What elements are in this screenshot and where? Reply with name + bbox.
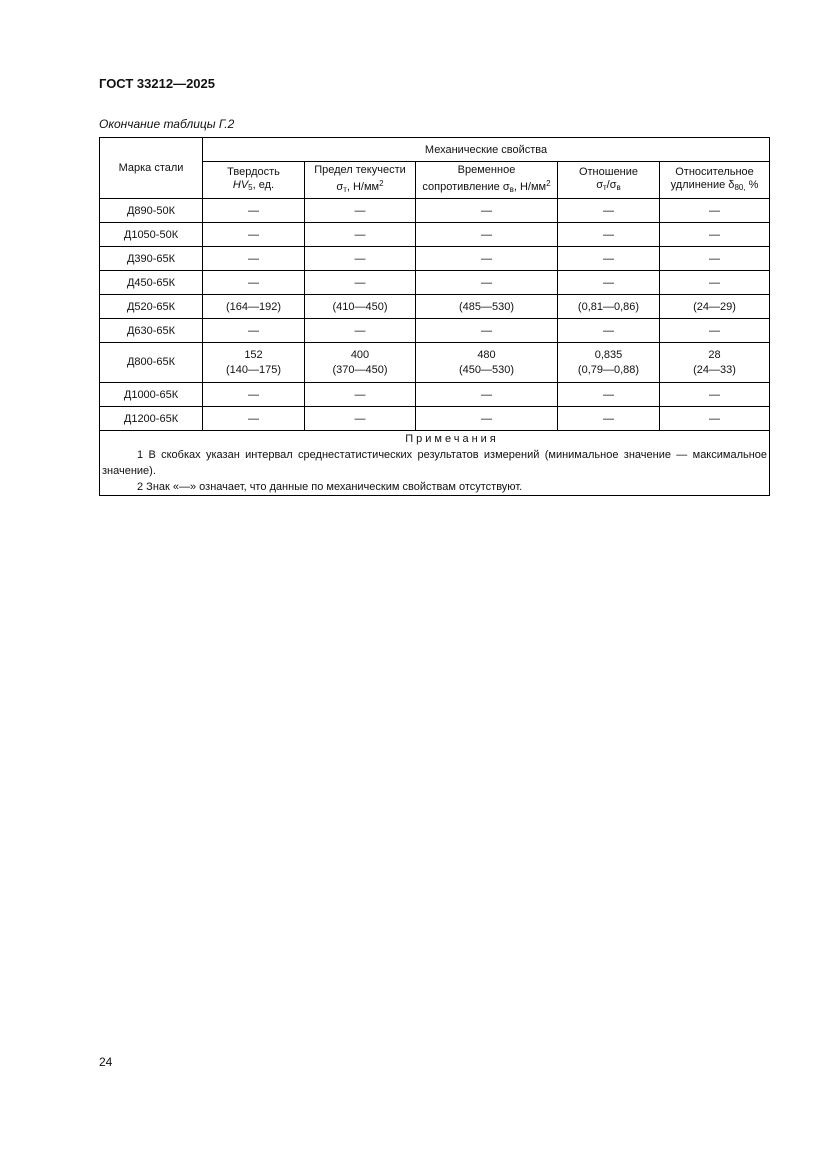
cell-value: — [203,319,305,343]
cell-grade: Д1050-50К [100,223,203,247]
cell-value: (485—530) [416,295,558,319]
cell-value: — [660,319,770,343]
cell-value: — [305,199,416,223]
cell-value: 480 (450—530) [416,343,558,383]
header-hardness: Твердость $HV_5$, ед. [203,162,305,199]
cell-value: 28 (24—33) [660,343,770,383]
cell-value: — [305,223,416,247]
table-caption: Окончание таблицы Г.2 [99,117,235,131]
cell-value: — [660,383,770,407]
header-elongation: Относительное удлинение $\delta_{80,}$ % [660,162,770,199]
cell-value: — [558,223,660,247]
table-notes-row [100,431,770,496]
notes-cell [100,431,770,496]
cell-value: — [558,271,660,295]
cell-grade: Д630-65К [100,319,203,343]
cell-value: — [203,199,305,223]
cell-value: — [558,199,660,223]
cell-grade: Д1000-65К [100,383,203,407]
table-row [100,271,770,295]
cell-value: — [203,247,305,271]
cell-value: — [203,223,305,247]
note-1: 1 В скобках указан интервал среднестатистических результатов измерений (минимальное значение — максимальное значение). [102,449,768,477]
cell-value: (164—192) [203,295,305,319]
cell-value: — [305,319,416,343]
cell-value: — [660,271,770,295]
table-row [100,223,770,247]
cell-grade: Д520-65К [100,295,203,319]
cell-value: — [416,223,558,247]
cell-value: — [416,247,558,271]
cell-grade: Д1200-65К [100,407,203,431]
cell-value: — [416,271,558,295]
cell-value: — [416,383,558,407]
note-2: 2 Знак «—» означает, что данные по механическим свойствам отсутствуют. [137,481,523,493]
cell-value: 400 (370—450) [305,343,416,383]
cell-grade: Д890-50К [100,199,203,223]
cell-grade: Д390-65К [100,247,203,271]
header-steel-grade: Марка стали [100,138,203,199]
header-ratio: Отношение $\sigma_т/\sigma_в$ [558,162,660,199]
table-row [100,199,770,223]
cell-value: — [660,199,770,223]
header-yield-strength: Предел текучести $\sigma_т$, $Н/мм^2$ [305,162,416,199]
cell-value: — [305,407,416,431]
table-row [100,343,770,383]
cell-value: (410—450) [305,295,416,319]
cell-value: — [305,383,416,407]
cell-value: — [660,247,770,271]
cell-value: — [203,271,305,295]
cell-value: — [660,223,770,247]
cell-value: — [305,271,416,295]
cell-value: (24—29) [660,295,770,319]
cell-value: — [416,319,558,343]
cell-value: — [558,319,660,343]
cell-value: — [416,199,558,223]
table-row [100,383,770,407]
cell-value: — [558,247,660,271]
table-row [100,295,770,319]
header-tensile-strength: Временное сопротивление $\sigma_в$, $Н/мм^2$ [416,162,558,199]
header-mechanical-properties: Механические свойства [203,138,770,162]
cell-grade: Д800-65К [100,343,203,383]
mechanical-properties-table [99,137,770,496]
cell-value: — [305,247,416,271]
cell-value: 152 (140—175) [203,343,305,383]
cell-value: — [660,407,770,431]
table-row [100,407,770,431]
cell-value: (0,81—0,86) [558,295,660,319]
cell-value: — [416,407,558,431]
cell-value: — [558,407,660,431]
notes-title: Примечания [405,433,499,445]
cell-value: — [203,407,305,431]
cell-value: — [558,383,660,407]
table-row [100,247,770,271]
cell-value: — [203,383,305,407]
document-id: ГОСТ 33212—2025 [99,76,215,91]
cell-value: 0,835 (0,79—0,88) [558,343,660,383]
page-number: 24 [99,1055,113,1069]
table-row [100,319,770,343]
cell-grade: Д450-65К [100,271,203,295]
